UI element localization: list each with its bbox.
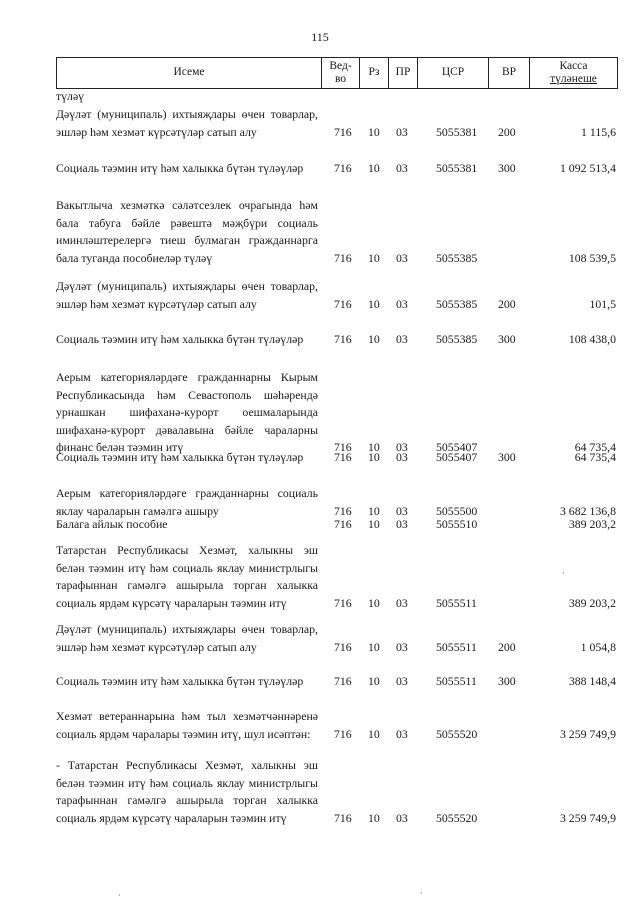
table-row [56, 278, 618, 313]
row-pr: 03 [396, 250, 408, 265]
row-kassa: 3 259 749,9 [559, 726, 616, 741]
table-header [56, 57, 618, 89]
row-vedo: 716 [334, 161, 352, 175]
row-pr: 03 [396, 503, 408, 518]
row-vedo: 716 [334, 595, 352, 610]
row-csr: 5055381 [436, 124, 478, 139]
row-vedo: 716 [334, 450, 352, 464]
row-kassa: 108 438,0 [568, 332, 616, 346]
top-fragment: түләү [56, 89, 85, 103]
scan-speck: · [562, 568, 565, 578]
header-name: Исеме [173, 66, 205, 79]
table-row [56, 708, 618, 743]
row-kassa: 64 735,4 [574, 440, 616, 454]
row-kassa: 389 203,2 [568, 595, 616, 610]
row-name: - Татарстан Республикасы Хезмәт, халыкны эш белән тәэмин итү һәм социаль яклау министрлыгы тарафыннан гамәлгә ашырыла торган халыкка социаль ярдәм күрсәтү чараларын тәэмин итү [56, 758, 318, 825]
row-csr: 5055407 [436, 440, 478, 454]
row-name: Вакытлыча хезмәткә сәләтсезлек очрагында һәм бала табуга бәйле рәвештә мәҗбүри социаль иминләштерелергә тиеш булмаган гражданнарга бала туганда пособиеләр түләү [56, 198, 318, 265]
header-kassa-line2: түләнеше [550, 73, 597, 85]
row-vedo: 716 [334, 440, 352, 454]
row-vr: 300 [498, 674, 516, 688]
row-rz: 10 [368, 726, 380, 741]
row-csr: 5055520 [436, 726, 478, 741]
row-csr: 5055381 [436, 161, 478, 175]
row-pr: 03 [396, 161, 408, 175]
table-row [56, 197, 618, 267]
scan-speck: · [420, 888, 423, 898]
row-kassa: 389 203,2 [568, 517, 616, 531]
row-vedo: 716 [334, 810, 352, 825]
row-name: Дәүләт (муниципаль) ихтыяҗлары өчен товарлар, эшләр һәм хезмәт күрсәтүләр сатып алу [56, 279, 318, 311]
row-pr: 03 [396, 517, 408, 531]
row-name: Социаль тәэмин итү һәм халыкка бүтән түләүләр [56, 450, 304, 464]
row-name: Хезмәт ветераннарына һәм тыл хезмәтчәннәренә социаль ярдәм чаралары тәэмин итү, шул исәптән: [56, 709, 318, 741]
row-kassa: 101,5 [589, 296, 616, 311]
row-csr: 5055407 [436, 450, 478, 464]
row-csr: 5055520 [436, 810, 478, 825]
row-name: Социаль тәэмин итү һәм халыкка бүтән түләүләр [56, 674, 304, 688]
row-vedo: 716 [334, 639, 352, 654]
header-kassa [529, 58, 617, 88]
row-name: Социаль тәэмин итү һәм халыкка бүтән түләүләр [56, 332, 304, 346]
row-rz: 10 [368, 450, 380, 464]
row-csr: 5055511 [436, 595, 477, 610]
row-vedo: 716 [334, 517, 352, 531]
table-row [56, 106, 618, 141]
table-row [56, 621, 618, 656]
row-csr: 5055500 [436, 503, 478, 518]
row-vedo: 716 [334, 296, 352, 311]
row-rz: 10 [368, 674, 380, 688]
row-vr: 200 [498, 639, 516, 654]
row-rz: 10 [368, 161, 380, 175]
row-rz: 10 [368, 332, 380, 346]
table-row [56, 673, 618, 691]
row-vr: 300 [498, 332, 516, 346]
row-pr: 03 [396, 810, 408, 825]
header-csr: ЦСР [417, 58, 488, 88]
header-pr: ПР [388, 58, 417, 88]
table-row [56, 331, 618, 349]
row-pr: 03 [396, 440, 408, 454]
row-rz: 10 [368, 250, 380, 265]
row-kassa: 1 115,6 [581, 124, 616, 139]
row-kassa: 3 259 749,9 [559, 810, 616, 825]
header-vedo-line1: Вед- [329, 59, 352, 72]
row-rz: 10 [368, 440, 380, 454]
row-pr: 03 [396, 674, 408, 688]
row-vedo: 716 [334, 332, 352, 346]
row-rz: 10 [368, 517, 380, 531]
row-name: Дәүләт (муниципаль) ихтыяҗлары өчен товарлар, эшләр һәм хезмәт күрсәтүләр сатып алу [56, 107, 318, 139]
header-rz: Рз [359, 58, 388, 88]
row-name: Дәүләт (муниципаль) ихтыяҗлары өчен товарлар, эшләр һәм хезмәт күрсәтүләр сатып алу [56, 622, 318, 654]
row-rz: 10 [368, 810, 380, 825]
row-csr: 5055511 [436, 639, 477, 654]
table-row [56, 369, 618, 457]
row-name: Балага айлык пособие [56, 517, 168, 531]
row-kassa: 1 054,8 [580, 639, 616, 654]
table-row [56, 542, 618, 612]
row-kassa: 64 735,4 [574, 450, 616, 464]
row-vr: 300 [498, 161, 516, 175]
row-kassa: 3 682 136,8 [559, 503, 616, 518]
table-row [56, 516, 618, 534]
row-rz: 10 [368, 296, 380, 311]
row-csr: 5055510 [436, 517, 478, 531]
header-kassa-line1: Касса [559, 59, 588, 72]
row-kassa: 108 539,5 [568, 250, 616, 265]
table-row [56, 160, 618, 178]
row-pr: 03 [396, 332, 408, 346]
row-vr: 300 [498, 450, 516, 464]
row-csr: 5055385 [436, 296, 478, 311]
header-vedo [321, 58, 359, 88]
header-vr: ВР [488, 58, 529, 88]
row-rz: 10 [368, 503, 380, 518]
row-vedo: 716 [334, 674, 352, 688]
row-vedo: 716 [334, 250, 352, 265]
table-row [56, 449, 618, 467]
row-csr: 5055385 [436, 250, 478, 265]
table-row [56, 757, 618, 827]
row-vr: 200 [498, 296, 516, 311]
row-pr: 03 [396, 450, 408, 464]
row-pr: 03 [396, 726, 408, 741]
page-number: 115 [311, 30, 329, 44]
row-vr: 200 [498, 124, 516, 139]
row-vedo: 716 [334, 124, 352, 139]
row-csr: 5055511 [436, 674, 477, 688]
row-pr: 03 [396, 124, 408, 139]
row-name: Татарстан Республикасы Хезмәт, халыкны эш белән тәэмин итү һәм социаль яклау министрлыгы тарафыннан гамәлгә ашырыла торган халыкка социаль ярдәм күрсәтү чараларын тәэмин итү [56, 543, 318, 610]
row-rz: 10 [368, 639, 380, 654]
scan-speck: · [118, 890, 121, 900]
header-vedo-line2: во [334, 73, 347, 85]
row-csr: 5055385 [436, 332, 478, 346]
row-name: Аерым категорияләрдәге гражданнарны Кырым Республикасында һәм Севастополь шәһәрендә урнашкан шифаханә-курорт оешмаларында шифаханә-курорт дәвалавына бәйле чараларны финанс белән тәэмин итү [56, 370, 318, 454]
row-name: Аерым категорияләрдәге гражданнарны социаль яклау чараларын гамәлгә ашыру [56, 486, 318, 518]
row-kassa: 388 148,4 [568, 674, 616, 688]
row-pr: 03 [396, 639, 408, 654]
row-pr: 03 [396, 296, 408, 311]
row-rz: 10 [368, 595, 380, 610]
row-vedo: 716 [334, 726, 352, 741]
row-pr: 03 [396, 595, 408, 610]
row-vedo: 716 [334, 503, 352, 518]
table-row [56, 485, 618, 520]
row-kassa: 1 092 513,4 [559, 161, 616, 175]
row-name: Социаль тәэмин итү һәм халыкка бүтән түләүләр [56, 161, 304, 175]
row-rz: 10 [368, 124, 380, 139]
